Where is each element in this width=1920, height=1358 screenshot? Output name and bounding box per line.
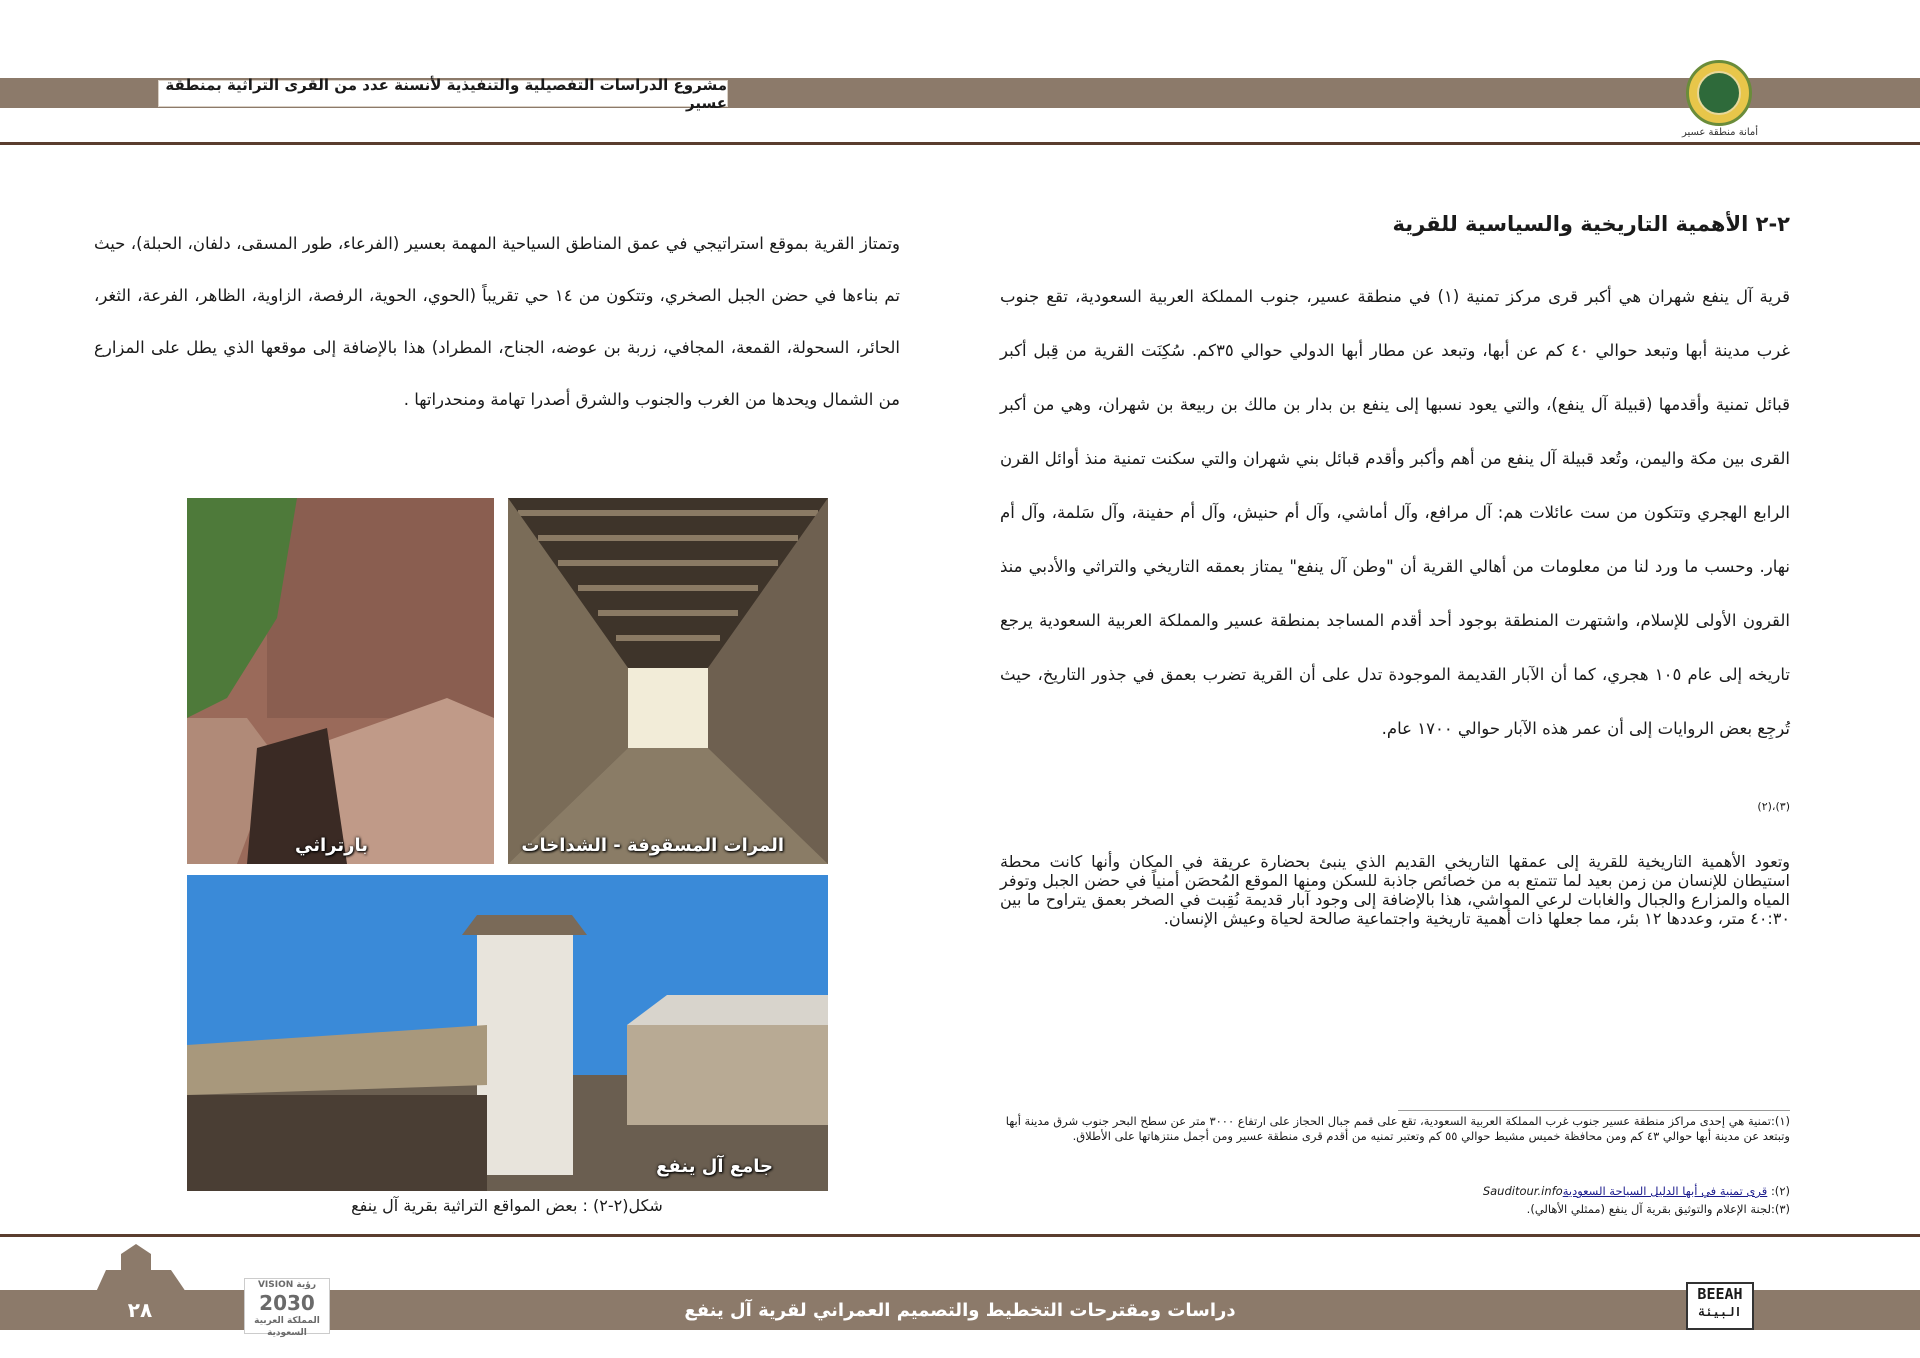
vision-year: 2030 — [259, 1291, 315, 1315]
paragraph-history: قرية آل ينفع شهران هي أكبر قرى مركز تمنية (١) في منطقة عسير، جنوب المملكة العربية السعودية، تقع جنوب غرب مدينة أبها وتبعد حوالي ٤٠ كم عن أبها، وتبعد عن مطار أبها الدولي حوالي ٣٥كم. سُكِنَت القرية من قِبل أكبر قبائل تمنية وأقدمها (قبيلة آل ينفع)، والتي يعود نسبها إلى ينفع بن بدار بن مالك بن ربيعة بن شهران، وهي من أكبر القرى بين مكة واليمن، وتُعد قبيلة آل ينفع من أهم وأكبر وأقدم قبائل بني شهران والتي سكنت تمنية منذ أوائل القرن الرابع الهجري وتتكون من ست عائلات هم: آل مرافع، وآل أماشي، وآل أم حنيش، وآل أم حفينة، وآل سَلمة، وآل أم نهار. وحسب ما ورد لنا من معلومات من أهالي القرية أن "وطن آل ينفع" يمتاز بعمقه التاريخي والتراثي والأدبي منذ القرون الأولى للإسلام، واشتهرت المنطقة بوجود أحد أقدم المساجد بمنطقة عسير والمملكة العربية السعودية يرجع تاريخه إلى عام ١٠٥ هجري، كما أن الآبار القديمة الموجودة تدل على أن القرية تضرب بعمق في جذور التاريخ، حيث تُرجِع بعض الروايات إلى أن عمر هذه الآبار حوالي ١٧٠٠ عام. — [1000, 287, 1790, 738]
footnote-separator — [1398, 1110, 1790, 1111]
footer-rule — [0, 1234, 1920, 1237]
project-title: مشروع الدراسات التفصيلية والتنفيذية لأنسنة عدد من القرى التراثية بمنطقة عسير — [158, 80, 728, 107]
aseer-municipality-logo — [1686, 60, 1752, 126]
paragraph-location: وتمتاز القرية بموقع استراتيجي في عمق المناطق السياحية المهمة بعسير (الفرعاء، طور المسقى، دلفان، الحبلة)، حيث تم بناءها في حضن الجبل الصخري، وتتكون من ١٤ حي تقريباً (الحوي، الحوية، الرفصة، الزاوية، الظاهر، الفرعة، الثغر، الحائر، السحولة، القمعة، المجافي، زربة بن عوضه، الجناح، المطراد) هذا بالإضافة إلى موقعها الذي يطل على المزارع من الشمال ويحدها من الغرب والجنوب والشرق أصدرا تهامة ومنحدراتها . — [94, 234, 901, 409]
page-number: ٢٨ — [127, 1298, 153, 1322]
beeah-logo-ar: البيئة — [1698, 1305, 1742, 1319]
right-column-text-2 — [1000, 836, 1790, 944]
heritage-building-icon — [96, 1240, 186, 1292]
left-column-text — [94, 218, 900, 426]
beeah-logo-text: BEEAH — [1697, 1285, 1743, 1303]
photo3-caption: جامع آل ينفع — [656, 1156, 773, 1177]
header-rule — [0, 142, 1920, 145]
photo-mosque — [187, 875, 828, 1191]
paragraph-importance: وتعود الأهمية التاريخية للقرية إلى عمقها التاريخي القديم الذي ينبئ بحضارة عريقة في المكان وأنها كانت محطة استيطان للإنسان من زمن بعيد لما تتمتع به من خصائص جاذبة للسكن ومنها الموقع المُحصَن أمنياً في حضن الجبل وتوفر المياه والمزارع والجبال والغابات لرعي المواشي، هذا بالإضافة إلى وجود آبار قديمة نُقِبت في الصخر بعمق يتراوح ما بين ٤٠:٣٠ متر، وعددها ١٢ بئر، مما جعلها ذات أهمية تاريخية واجتماعية صالحة لحياة وعيش الإنسان. — [1000, 852, 1790, 928]
section-title: ٢-٢ الأهمية التاريخية والسياسية للقرية — [1392, 212, 1790, 236]
reference-marks: (٣)،(٢) — [1757, 800, 1790, 813]
footnote-2-prefix: (٢): — [1770, 1184, 1790, 1198]
logo-caption: أمانة منطقة عسير — [1681, 127, 1759, 138]
photo-old-well — [187, 498, 494, 864]
footnote-2-link[interactable]: قرى تمنية في أبها الدليل السياحة السعودية — [1562, 1184, 1768, 1198]
footnote-3: (٣):لجنة الإعلام والتوثيق بقرية آل ينفع (ممثلي الأهالي). — [1526, 1202, 1790, 1216]
footer-title: دراسات ومقترحات التخطيط والتصميم العمراني لقرية آل ينفع — [684, 1299, 1236, 1321]
vision-2030-logo — [244, 1278, 330, 1338]
figure-caption: شكل(٢-٢) : بعض المواقع التراثية بقرية آل ينفع — [351, 1196, 663, 1215]
footnote-1: (١):تمنية هي إحدى مراكز منطقة عسير جنوب غرب المملكة العربية السعودية، تقع على قمم جبال الحجاز على ارتفاع ٣٠٠٠ متر عن سطح البحر جنوب شرق مدينة أبها وتبتعد عن مدينة أبها حوالي ٤٣ كم ومن محافظة خميس مشيط حوالي ٥٥ كم وتعتبر تمنيه من أقدم قرى منطقة عسير ومن أجمل منتزهاتها على الأطلاق. — [1005, 1114, 1790, 1143]
photo-roofed-corridor — [508, 498, 828, 864]
right-column-text-1 — [1000, 270, 1790, 756]
footnote-2-site: Sauditour.info — [1482, 1184, 1563, 1198]
footnote-2 — [1000, 1184, 1790, 1199]
photo2-caption: بارتراثي — [295, 835, 368, 856]
photo1-caption: المرات المسقوفة - الشداخات — [521, 835, 784, 856]
vision-sub: المملكة العربية السعودية — [254, 1316, 320, 1338]
vision-top: VISION رؤية — [257, 1280, 317, 1290]
beeah-logo — [1686, 1282, 1754, 1330]
